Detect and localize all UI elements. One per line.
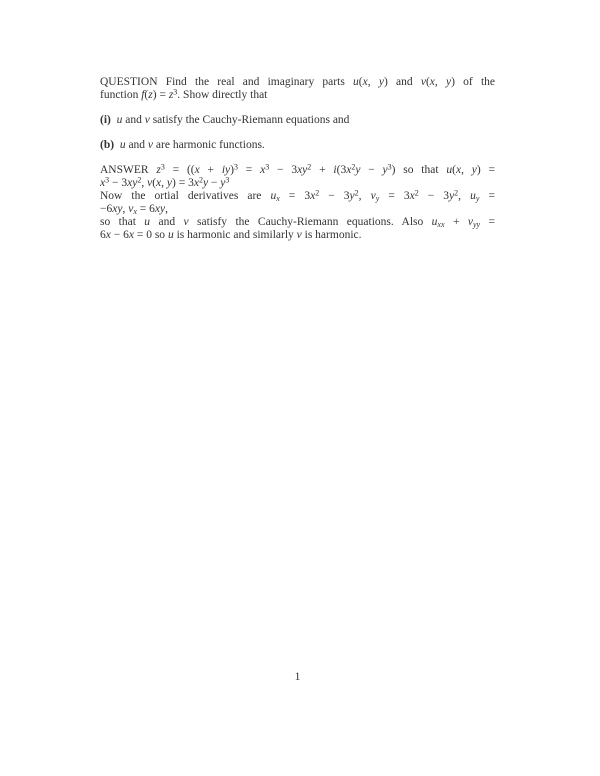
text-line (100, 177, 495, 190)
text-line (100, 114, 495, 127)
text-segment: v (147, 177, 153, 189)
text-segment: 2 (315, 188, 320, 198)
text-segment: − 6 (110, 229, 129, 241)
text-segment: Now the ortial derivatives are (100, 190, 271, 202)
text-line (100, 76, 495, 89)
text-segment: z (148, 89, 153, 101)
text-segment: v (128, 203, 134, 215)
text-segment: x (194, 164, 200, 176)
text-line (100, 190, 495, 203)
text-segment: v (144, 114, 150, 126)
text-segment: u (431, 216, 438, 228)
text-line (100, 164, 495, 177)
text-segment: −6 (100, 203, 113, 215)
text-segment: y (202, 177, 209, 189)
text-segment: y (166, 177, 172, 189)
text-segment: = 3 (279, 190, 311, 202)
text-segment: y (375, 194, 380, 203)
text-segment: ( (452, 164, 456, 176)
text-segment: , (141, 177, 148, 189)
text-segment: ) = 3 (172, 177, 194, 189)
text-segment: x (156, 177, 162, 189)
text-line (100, 216, 495, 229)
text-segment: (i) (100, 114, 111, 126)
text-segment: = (238, 164, 261, 176)
text-segment: ( (358, 76, 363, 88)
text-segment: z (168, 89, 174, 101)
text-segment: y (471, 164, 477, 176)
text-segment: function (100, 89, 142, 101)
text-segment: y (446, 76, 452, 88)
text-segment: 2 (354, 188, 359, 198)
text-segment: x (100, 177, 106, 189)
text-segment: 3 (105, 175, 110, 185)
text-line (100, 139, 495, 152)
text-segment: x (346, 164, 352, 176)
text-segment: y (355, 164, 361, 176)
text-segment: 2 (454, 188, 459, 198)
text-segment: x (128, 229, 134, 241)
text-segment: 2 (351, 162, 356, 172)
text-segment: x (455, 164, 462, 176)
text-line (100, 229, 495, 242)
text-segment: f (141, 89, 145, 101)
text-segment: 3 (387, 162, 392, 172)
text-segment: y (349, 190, 355, 202)
text-line (100, 89, 495, 102)
text-segment: and (122, 114, 145, 126)
text-segment: ) and (383, 76, 421, 88)
text-segment: x (362, 76, 368, 88)
text-segment: x (276, 194, 280, 203)
text-segment: , (358, 190, 371, 202)
text-segment: v (420, 76, 426, 88)
text-segment: z (156, 164, 161, 176)
text-segment: v (183, 216, 189, 228)
text-segment: x (105, 229, 111, 241)
text-segment: 3 (265, 162, 270, 172)
text-segment: 3 (234, 162, 238, 172)
text-segment: , (161, 177, 167, 189)
page-footer (100, 671, 495, 684)
text-segment: − 3 (418, 190, 450, 202)
text-segment: u (270, 190, 277, 202)
text-segment: is harmonic. (301, 229, 362, 241)
text-segment: xy (154, 203, 166, 215)
text-segment: + (311, 164, 334, 176)
text-segment: ) (230, 164, 234, 176)
text-segment: = 3 (379, 190, 410, 202)
text-segment: = 6 (136, 203, 155, 215)
text-segment: . Show directly that (177, 89, 268, 101)
text-segment: = (479, 190, 495, 202)
paragraph-answer (100, 164, 495, 242)
text-segment: ) = (152, 89, 169, 101)
text-line (100, 203, 495, 216)
text-segment: 6 (100, 229, 106, 241)
text-segment: − (208, 177, 221, 189)
text-segment: are harmonic functions. (153, 139, 265, 151)
text-segment: + (199, 164, 222, 176)
page-number: 1 (294, 671, 301, 683)
text-segment: ) = (476, 164, 495, 176)
text-segment: , (367, 76, 379, 88)
text-segment: y (449, 190, 455, 202)
text-segment: u (144, 216, 151, 228)
text-segment: (3 (336, 164, 347, 176)
text-segment: u (167, 229, 174, 241)
text-segment: ( (152, 177, 157, 189)
text-segment: satisfy the Cauchy-Riemann equations. Also (188, 216, 432, 228)
text-segment: xy (112, 203, 123, 215)
text-segment: y (382, 164, 388, 176)
text-segment: ( (144, 89, 149, 101)
text-segment: , (434, 76, 446, 88)
text-segment: 2 (137, 175, 142, 185)
text-segment: , (461, 164, 472, 176)
text-segment: x (193, 177, 199, 189)
document-body (100, 76, 495, 242)
paragraph-item-i (100, 114, 495, 127)
text-segment: and (150, 216, 184, 228)
text-segment: + (444, 216, 468, 228)
text-segment: iy (221, 164, 231, 176)
text-segment: and (125, 139, 148, 151)
text-segment: = (480, 216, 495, 228)
text-segment: so that (100, 216, 145, 228)
text-segment: = 0 so (133, 229, 168, 241)
text-segment: 3 (225, 175, 230, 185)
text-segment: 3 (160, 162, 165, 172)
text-segment: yy (472, 220, 481, 229)
text-segment: v (296, 229, 302, 241)
text-segment: v (467, 216, 473, 228)
text-segment: x (409, 190, 415, 202)
text-segment: x (429, 76, 435, 88)
text-segment: x (310, 190, 316, 202)
text-segment: 2 (198, 175, 203, 185)
text-segment: = (( (164, 164, 195, 176)
text-segment: x (260, 164, 266, 176)
text-segment: , (165, 203, 168, 215)
text-segment: v (147, 139, 154, 151)
text-segment: u (116, 114, 123, 126)
text-segment: y (220, 177, 226, 189)
text-segment: − 3 (269, 164, 298, 176)
text-segment: is harmonic and similarly (173, 229, 297, 241)
text-segment: u (470, 190, 476, 202)
text-segment: satisfy the Cauchy-Riemann equations and (149, 114, 350, 126)
text-segment: 2 (307, 162, 312, 172)
text-segment: 2 (414, 188, 419, 198)
paragraph-item-b (100, 139, 495, 152)
text-segment: ( (425, 76, 430, 88)
text-segment: ) so that (391, 164, 447, 176)
text-segment: v (370, 190, 376, 202)
text-segment: QUESTION Find the real and imaginary parts (100, 76, 354, 88)
text-segment: u (353, 76, 359, 88)
text-segment: , (458, 190, 471, 202)
text-segment: y (378, 76, 384, 88)
text-segment: , (122, 203, 129, 215)
text-segment: − 3 (109, 177, 128, 189)
text-segment: 3 (173, 87, 178, 97)
text-segment: i (333, 164, 337, 176)
text-segment: ) of the (451, 76, 496, 88)
text-segment: u (119, 139, 126, 151)
text-segment: xy (127, 177, 138, 189)
text-segment: ANSWER (100, 164, 157, 176)
text-segment: u (446, 164, 453, 176)
paragraph-question (100, 76, 495, 102)
text-segment: − 3 (319, 190, 350, 202)
text-segment: x (133, 207, 137, 216)
text-segment: y (475, 194, 480, 203)
text-segment: − (360, 164, 383, 176)
text-segment: xy (297, 164, 308, 176)
text-segment: (b) (100, 139, 115, 151)
text-segment: xx (437, 220, 445, 229)
